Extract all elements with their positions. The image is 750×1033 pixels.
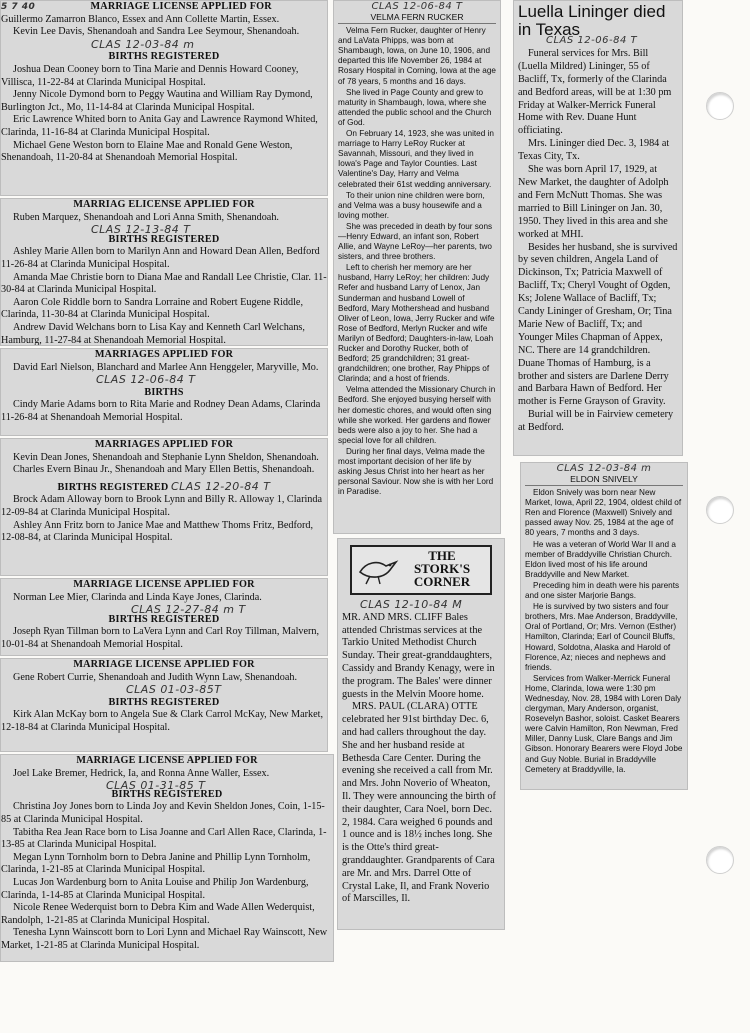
birth-item: Cindy Marie Adams born to Rita Marie and Rodney Dean Adams, Clarinda 11-26-84 at Shenandoah Memorial Hospital. [1, 399, 321, 423]
obituary-title: VELMA FERN RUCKER [338, 12, 496, 24]
birth-item: Andrew David Welchans born to Lisa Kay and Kenneth Carl Welchans, Hamburg, 11-27-84 at Shenandoah Memorial Hospital. [1, 321, 305, 346]
binder-holes [690, 0, 750, 1033]
birth-item: Ashley Marie Allen born to Marilyn Ann and Howard Dean Allen, Bedford 11-26-84 at Clarinda Municipal Hospital. [1, 246, 320, 270]
birth-item: Nicole Renee Wederquist born to Debra Kim and Wade Allen Wederquist, Randolph, 1-21-85 at Clarinda Municipal Hospital. [1, 902, 315, 926]
birth-item: Tenesha Lynn Wainscott born to Lori Lynn and Michael Ray Wainscott, New Market, 1-21-85 at Clarinda Municipal Hospital. [1, 927, 328, 951]
birth-item: Aaron Cole Riddle born to Sandra Lorraine and Robert Eugene Riddle, Clarinda, 11-30-84 at Clarinda Municipal Hospital. [1, 296, 303, 321]
handwritten-date: CLAS 12-06-84 T [546, 35, 638, 46]
marriage-item: Charles Evern Binau Jr., Shenandoah and Mary Ellen Bettis, Shenandoah. [13, 464, 315, 476]
handwritten-date: CLAS 12-03-84 m [91, 37, 195, 51]
birth-item: Amanda Mae Christie born to Diana Mae and Randall Lee Christie, Clar. 11-30-84 at Clarinda Municipal Hospital. [1, 271, 327, 296]
binder-hole [706, 496, 734, 524]
marriage-item: Norman Lee Mier, Clarinda and Linda Kaye Jones, Clarinda. [13, 591, 262, 603]
obituary-title: ELDON SNIVELY [525, 474, 683, 486]
clipping-7 [0, 754, 334, 962]
birth-item: Kirk Alan McKay born to Angela Sue & Clark Carrol McKay, New Market, 12-18-84 at Clarinda Municipal Hospital. [1, 709, 323, 733]
obituary-headline: Luella Lininger died in Texas [518, 2, 666, 39]
obituary-paragraph: During her final days, Velma made the most important decision of her life by asking Jesus Christ into her heart as her personal Saviour. Now she is with her Lord in Paradise. [338, 446, 494, 497]
clipping-6 [0, 658, 328, 752]
obituary-paragraph: Left to cherish her memory are her husband, Harry LeRoy; her children: Judy Refer and husband Larry of Lenox, Jan Sunderman and husband Lowell of Bedford, Mary Mothershead and husband Oliver of Leon, Iowa, Jerry Rucker and wife Rose of Bedford, Merlyn Rucker and wife Marilyn of Bedford; Daughters-in-law, Loah Rucker and Dorothy Rucker, both of Bedford; 25 grandchildren; 31 great-grandchildren; one brother, Ray Phipps of Clarinda; and a host of friends. [338, 263, 495, 384]
stork-paragraph: MRS. PAUL (CLARA) OTTE celebrated her 91st birthday Dec. 6, and had callers throughout the day. She and her husband reside at Bethesda Care Center. During the evening she received a call from Mr. and Mrs. John Noverio of Wheaton, Il. They were announcing the birth of their daughter, Cara Noel, born Dec. 2, 1984. Cara weighed 6 pounds and 1 ounce and is 18½ inches long. She is the Otte's third great-granddaughter. Grandparents of Cara are Mr. and Mrs. Darrel Otte of Crystal Lake, Il, and Frank Noverio of Marscilles, Il. [342, 701, 496, 905]
handwritten-date: CLAS 12-27-84 m T [131, 603, 246, 617]
obituary-paragraph: Mrs. Lininger died Dec. 3, 1984 at Texas City, Tx. [518, 138, 670, 163]
births-heading: BIRTHS REGISTERED [108, 696, 220, 708]
clipping-5 [0, 578, 328, 656]
storks-corner-column [337, 538, 505, 930]
obituary-paragraph: Services from Walker-Merrick Funeral Home, Clarinda, Iowa were 1:30 pm Wednesday, Nov. 28, 1984 with Loren Daly clergyman, Mary Anderson, organist, Rosevelyn Bashor, soloist. Casket Bearers were Calvin Hamilton, Ron Newman, Fred Miller, Danny Lusk, Clare Bangs and Jim Gibson. Honorary Bearers were Floyd Jobe and Guy Noble. Burial in Braddyville Cemetery at Braddyville, Ia. [525, 673, 683, 774]
luella-lininger-obituary [513, 0, 683, 456]
obituary-paragraph: He is survived by two sisters and four brothers, Mrs. Mae Anderson, Braddyville, Oral of Portland, Or; Mrs. Vernon (Esther) Hamilton, Clarinda; Earl of Council Bluffs, Howard, Soldotna, Alaska and Harold of Florence, Az; nieces and nephews and friends. [525, 602, 678, 672]
stork-paragraph: MR. AND MRS. CLIFF Bales attended Christmas services at the Tarkio United Methodist Church Sunday. Their great-granddaughters, Cassidy and Brandy Kenagy, were in the program. The Bales' were dinner guests in the Melvin Moore home. [342, 611, 495, 700]
handwritten-date: CLAS 12-06-84 T [96, 373, 196, 387]
stork-icon [356, 552, 400, 586]
obituary-paragraph: Funeral services for Mrs. Bill (Luella Mildred) Lininger, 55 of Bacliff, Tx, formerly of the Clarinda and Bedford areas, will be at 1:30 pm Friday at Walker-Merrick Funeral Home with Rev. Duane Hunt officiating. [518, 47, 672, 137]
obituary-paragraph: Preceding him in death were his parents and one sister Marjorie Bangs. [525, 580, 680, 601]
births-heading: BIRTHS REGISTERED [108, 51, 220, 63]
handwritten-date: CLAS 01-03-85T [126, 683, 222, 697]
clipping-3 [0, 348, 328, 436]
marriage-item: Kevin Dean Jones, Shenandoah and Stephanie Lynn Sheldon, Shenandoah. [13, 451, 319, 463]
banner-title: THE STORK'S CORNER [413, 548, 471, 589]
velma-rucker-obituary [333, 0, 501, 534]
births-heading: BIRTHS REGISTERED [111, 788, 223, 800]
clipping-heading: MARRIAGES APPLIED FOR [94, 349, 234, 360]
birth-item: Tabitha Rea Jean Race born to Lisa Joanne and Carl Allen Race, Clarinda, 1-13-85 at Clarinda Municipal Hospital. [1, 826, 327, 851]
obituary-paragraph: Velma attended the Missionary Church in Bedford. She enjoyed busying herself with her domestic chores, and would often sing while she worked. Her gardens and flower beds were also a joy to her. She had a special love for all children. [338, 385, 496, 445]
clipping-2 [0, 198, 328, 346]
marriage-item: Ruben Marquez, Shenandoah and Lori Anna Smith, Shenandoah. [13, 211, 279, 223]
clipping-heading: MARRIAGES APPLIED FOR [94, 439, 234, 450]
marriage-item: David Earl Nielson, Blanchard and Marlee Ann Henggeler, Maryville, Mo. [13, 361, 319, 373]
obituary-paragraph: He was a veteran of World War II and a member of Braddyville Christian Church. Eldon lived most of his life around Braddyville and New Market. [525, 539, 676, 579]
clipping-heading: MARRIAGE LICENSE APPLIED FOR [73, 579, 255, 590]
corner-note: 5 7 40 [1, 2, 36, 12]
birth-item: Joseph Ryan Tillman born to LaVera Lynn and Carl Roy Tillman, Malvern, 10-01-84 at Shenandoah Memorial Hospital. [1, 626, 320, 650]
clipping-heading: MARRIAG ELICENSE APPLIED FOR [73, 199, 255, 210]
eldon-snively-obituary [520, 462, 688, 790]
handwritten-date: CLAS 12-03-84 m [556, 463, 652, 474]
clipping-heading: MARRIAGE LICENSE APPLIED FOR [73, 659, 255, 670]
marriage-item: Guillermo Zamarron Blanco, Essex and Ann Collette Martin, Essex. [1, 13, 280, 25]
obituary-paragraph: She was born April 17, 1929, at New Market, the daughter of Adolph and Fern McNutt Thomas. She was married to Bill Lininger on Jan. 30, 1950. They lived in this area and she worked at MHI. [518, 164, 669, 240]
handwritten-date: CLAS 12-13-84 T [91, 223, 191, 237]
handwritten-date: CLAS 01-31-85 T [106, 779, 206, 793]
clipping-4 [0, 438, 328, 576]
obituary-paragraph: Eldon Snively was born near New Market, Iowa, April 22, 1904, oldest child of Ren and Florence (Maxwell) Snively and passed away Nov. 25, 1984 at the age of 80 years, 7 months and 3 days. [525, 488, 682, 538]
handwritten-date: CLAS 12-10-84 M [360, 598, 463, 611]
marriage-item: Kevin Lee Davis, Shenandoah and Sandra Lee Seymour, Shenandoah. [13, 26, 300, 38]
obituary-paragraph: Besides her husband, she is survived by seven children, Angela Land of Dickinson, Tx; Patricia Maxwell of Bacliff, Tx; Cheryl Vought of Ogden, Ks; Jolene Wallace of Bacliff, Tx; Candy Lininger of Gresham, Or; Tina Marie New of Bacliff, Tx; and Younger Miles Chapman of Appex, NC. There are 14 grandchildren. Duane Thomas of Hamburg, is a brother and sisters are Darlene Derry and Barbara Hawn of Bedford. Her mother is Ferne Grayson of Gravity. [518, 241, 678, 408]
binder-hole [706, 846, 734, 874]
births-heading: BIRTHS [144, 386, 184, 398]
birth-item: Brock Adam Alloway born to Brook Lynn and Billy R. Alloway 1, Clarinda 12-09-84 at Clarinda Municipal Hospital. [1, 494, 322, 518]
clipping-heading: MARRIAGE LICENSE APPLIED FOR [76, 755, 258, 766]
storks-corner-banner [350, 545, 492, 595]
marriage-item: Joel Lake Bremer, Hedrick, Ia, and Ronna Anne Waller, Essex. [13, 767, 270, 779]
birth-item: Megan Lynn Tornholm born to Debra Janine and Phillip Lynn Tornholm, Clarinda, 1-21-85 at Clarinda Municipal Hospital. [1, 851, 311, 876]
obituary-paragraph: She was preceded in death by four sons—Henry Edward, an infant son, Robert Allie, and Wayne LeRoy—her parents, two sisters, and three brothers. [338, 221, 493, 262]
births-heading: BIRTHS REGISTERED [108, 233, 220, 245]
birth-item: Christina Joy Jones born to Linda Joy and Kevin Sheldon Jones, Coin, 1-15-85 at Clarinda Municipal Hospital. [1, 801, 325, 825]
birth-item: Eric Lawrence Whited born to Anita Gay and Lawrence Raymond Whited, Clarinda, 11-16-84 at Clarinda Municipal Hospital. [1, 114, 318, 138]
birth-item: Michael Gene Weston born to Elaine Mae and Ronald Gene Weston, Shenandoah, 11-20-84 at Shenandoah Memorial Hospital. [1, 139, 293, 164]
birth-item: Joshua Dean Cooney born to Tina Marie and Dennis Howard Cooney, Villisca, 11-22-84 at Clarinda Municipal Hospital. [1, 63, 299, 88]
clipping-heading: 5 7 40 MARRIAGE LICENSE APPLIED FOR [1, 1, 272, 12]
birth-item: Ashley Ann Fritz born to Janice Mae and Matthew Thoms Fritz, Bedford, 12-08-84, at Clarinda Municipal Hospital. [1, 519, 314, 544]
obituary-paragraph: She lived in Page County and grew to maturity in Shambaugh, Iowa, where she attended the public school and the Church of God. [338, 87, 492, 127]
births-heading-row [1, 481, 327, 495]
marriage-item: Gene Robert Currie, Shenandoah and Judith Wynn Law, Shenandoah. [13, 671, 298, 683]
obituary-paragraph: To their union nine children were born, and Velma was a busy housewife and a loving mother. [338, 190, 485, 220]
obituary-paragraph: Burial will be in Fairview cemetery at Bedford. [518, 409, 674, 434]
handwritten-date: CLAS 12-20-84 T [170, 479, 271, 493]
births-heading: BIRTHS REGISTERED [57, 481, 169, 493]
obituary-paragraph: Velma Fern Rucker, daughter of Henry and LaVata Phipps, was born at Shambaugh, Iowa, on June 10, 1906, and departed this life November 26, 1984 at Rosary Hospital in Corning, Iowa at the age of 78 years, 5 months and 16 days. [338, 26, 496, 86]
handwritten-date: CLAS 12-06-84 T [371, 1, 463, 12]
clipping-1 [0, 0, 328, 196]
birth-item: Lucas Jon Wardenburg born to Anita Louise and Philip Jon Wardenburg, Clarinda, 1-14-85 at Clarinda Municipal Hospital. [1, 876, 309, 901]
birth-item: Jenny Nicole Dymond born to Peggy Wautina and William Ray Dymond, Burlington Jct., Mo, 11-14-84 at Clarinda Municipal Hospital. [1, 89, 313, 113]
binder-hole [706, 92, 734, 120]
births-heading: BIRTHS REGISTERED [108, 613, 220, 625]
obituary-paragraph: On February 14, 1923, she was united in marriage to Harry LeRoy Rucker at Savannah, Missouri, and they lived in Iowa's Page and Taylor Counties. Last Valentine's Day, Harry and Velma celebrated their 61st wedding anniversary. [338, 129, 494, 189]
